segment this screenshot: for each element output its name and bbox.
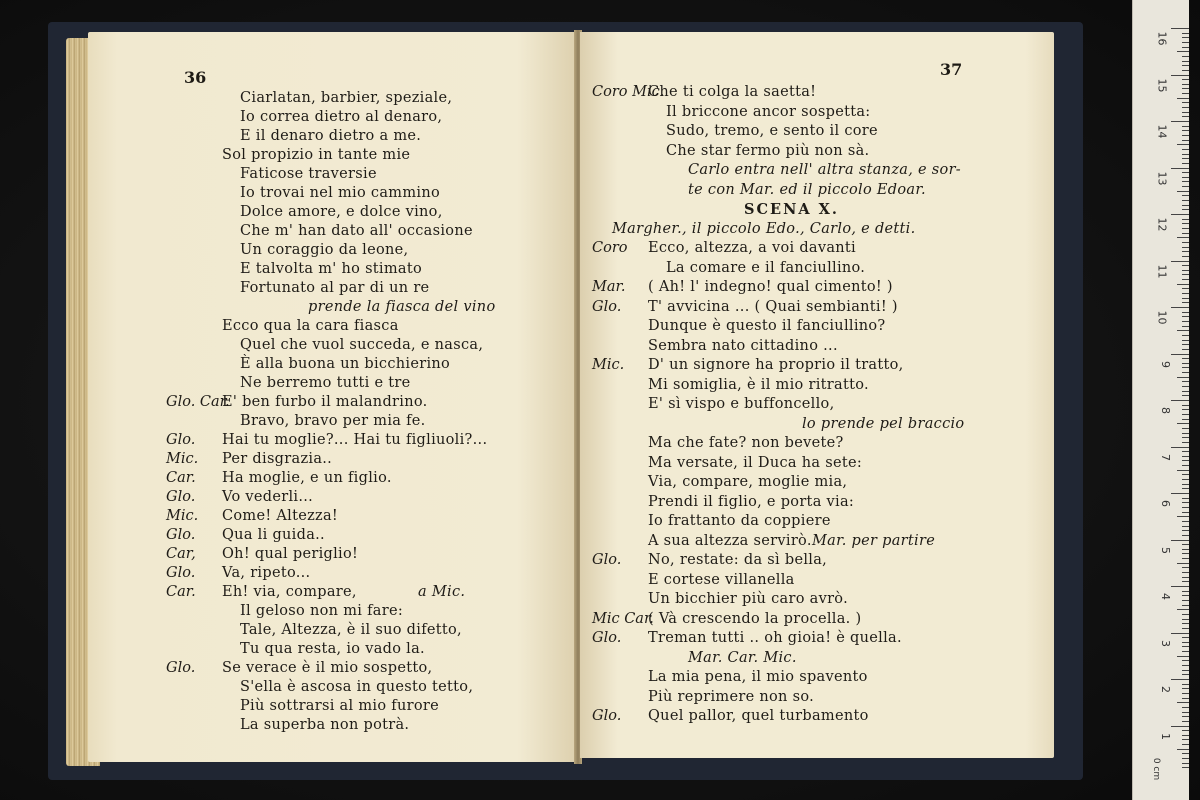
ruler-tick bbox=[1182, 363, 1189, 364]
ruler-number: 3 bbox=[1159, 639, 1172, 647]
ruler-number: 5 bbox=[1159, 546, 1172, 554]
ruler-tick bbox=[1171, 354, 1189, 355]
ruler-tick bbox=[1182, 367, 1189, 368]
verse-line: E' sì vispo e buffoncello, bbox=[648, 396, 835, 412]
ruler-tick bbox=[1182, 442, 1189, 443]
ruler-tick bbox=[1182, 646, 1189, 647]
ruler-tick bbox=[1182, 209, 1189, 210]
ruler-tick bbox=[1182, 47, 1189, 48]
speaker-label: Glo. bbox=[166, 565, 196, 581]
verse-line: E il denaro dietro a me. bbox=[240, 128, 422, 144]
ruler-tick bbox=[1171, 447, 1189, 448]
ruler-tick bbox=[1182, 154, 1189, 155]
ruler-tick bbox=[1177, 563, 1189, 564]
left-page bbox=[88, 32, 576, 762]
ruler-tick bbox=[1182, 372, 1189, 373]
ruler-tick bbox=[1177, 423, 1189, 424]
ruler-tick bbox=[1182, 228, 1189, 229]
ruler-tick bbox=[1182, 721, 1189, 722]
verse-line: Treman tutti .. oh gioia! è quella. bbox=[648, 630, 902, 646]
ruler-tick bbox=[1182, 512, 1189, 513]
stage-direction: lo prende pel braccio bbox=[802, 415, 965, 432]
speaker-label: Mar. bbox=[592, 279, 626, 295]
ruler-tick bbox=[1182, 456, 1189, 457]
speaker-label: Coro Mic. bbox=[592, 84, 665, 100]
verse-line: Sol propizio in tante mie bbox=[222, 147, 411, 163]
ruler-tick bbox=[1182, 600, 1189, 601]
ruler-tick bbox=[1182, 707, 1189, 708]
ruler-tick bbox=[1171, 679, 1189, 680]
speaker-label: Glo. bbox=[166, 489, 196, 505]
stage-direction: prende la fiasca del vino bbox=[308, 299, 496, 315]
ruler-unit-label: 0 cm bbox=[1150, 757, 1161, 781]
ruler-tick bbox=[1182, 758, 1189, 759]
verse-line: Ne berremo tutti e tre bbox=[240, 375, 411, 391]
ruler-tick bbox=[1171, 214, 1189, 215]
stage-aside: a Mic. bbox=[418, 584, 466, 600]
ruler-tick bbox=[1182, 247, 1189, 248]
verse-line: Ma che fate? non bevete? bbox=[648, 435, 844, 451]
ruler-number: 6 bbox=[1159, 500, 1172, 507]
verse-line: E talvolta m' ho stimato bbox=[240, 261, 423, 277]
ruler-tick bbox=[1182, 102, 1189, 103]
ruler-tick bbox=[1182, 321, 1189, 322]
verse-line: T' avvicina ... ( Quai sembianti! ) bbox=[648, 298, 898, 315]
ruler-tick bbox=[1182, 451, 1189, 452]
verse-line: Eh! via, compare, bbox=[222, 584, 357, 600]
ruler-tick bbox=[1182, 674, 1189, 675]
right-page bbox=[580, 32, 1054, 758]
speaker-label: Glo. Car. bbox=[166, 394, 230, 410]
verse-line: ( Ah! l' indegno! qual cimento! ) bbox=[648, 279, 893, 295]
ruler-tick bbox=[1182, 521, 1189, 522]
ruler-tick bbox=[1182, 767, 1189, 768]
verse-line: Il briccone ancor sospetta: bbox=[666, 103, 871, 120]
speaker-label: Mic. bbox=[166, 451, 199, 467]
ruler-tick bbox=[1182, 433, 1189, 434]
speaker-label: Mic Car. bbox=[592, 610, 654, 627]
ruler-tick bbox=[1182, 251, 1189, 252]
ruler-tick bbox=[1177, 98, 1189, 99]
verse-line: Qua li guida.. bbox=[222, 527, 325, 543]
verse-line: Che ti colga la saetta! bbox=[648, 84, 817, 100]
verse-line: Che m' han dato all' occasione bbox=[240, 223, 473, 239]
ruler-tick bbox=[1182, 344, 1189, 345]
speaker-label: Glo. bbox=[592, 630, 622, 646]
ruler-tick bbox=[1182, 414, 1189, 415]
ruler-tick bbox=[1182, 293, 1189, 294]
ruler-tick bbox=[1171, 168, 1189, 169]
page-number-right: 37 bbox=[940, 60, 963, 79]
ruler-tick bbox=[1171, 75, 1189, 76]
measuring-ruler bbox=[1132, 0, 1189, 800]
verse-line: E' ben furbo il malandrino. bbox=[222, 394, 428, 410]
verse-line: Ha moglie, e un figlio. bbox=[222, 470, 392, 486]
ruler-tick bbox=[1182, 581, 1189, 582]
ruler-tick bbox=[1182, 642, 1189, 643]
ruler-tick bbox=[1177, 330, 1189, 331]
ruler-tick bbox=[1182, 428, 1189, 429]
verse-line: Bravo, bravo per mia fe. bbox=[240, 413, 426, 429]
verse-line: Quel pallor, quel turbamento bbox=[648, 708, 869, 724]
ruler-tick bbox=[1171, 633, 1189, 634]
verse-line: Oh! qual periglio! bbox=[222, 546, 359, 562]
ruler-tick bbox=[1182, 572, 1189, 573]
ruler-tick bbox=[1182, 302, 1189, 303]
verse-line: Che star fermo più non sà. bbox=[666, 142, 870, 159]
ruler-tick bbox=[1182, 577, 1189, 578]
ruler-number: 2 bbox=[1159, 686, 1172, 693]
ruler-tick bbox=[1182, 326, 1189, 327]
ruler-tick bbox=[1182, 79, 1189, 80]
speaker-label: Glo. bbox=[592, 552, 622, 568]
verse-line: Prendi il figlio, e porta via: bbox=[648, 493, 855, 510]
ruler-tick bbox=[1182, 335, 1189, 336]
ruler-tick bbox=[1171, 493, 1189, 494]
verse-line: Un bicchier più caro avrò. bbox=[648, 591, 848, 607]
stage-aside: Mar. per partire bbox=[812, 532, 936, 549]
speaker-label: Glo. bbox=[166, 432, 196, 448]
speaker-label: Car. bbox=[166, 584, 196, 600]
ruler-tick bbox=[1171, 400, 1189, 401]
ruler-tick bbox=[1182, 763, 1189, 764]
ruler-tick bbox=[1182, 135, 1189, 136]
speaker-label: Mic. bbox=[592, 357, 625, 373]
ruler-tick bbox=[1182, 70, 1189, 71]
scene-heading: SCENA X. bbox=[744, 201, 839, 218]
ruler-tick bbox=[1182, 744, 1189, 745]
ruler-tick bbox=[1182, 474, 1189, 475]
ruler-tick bbox=[1177, 144, 1189, 145]
ruler-tick bbox=[1182, 274, 1189, 275]
ruler-tick bbox=[1177, 702, 1189, 703]
ruler-tick bbox=[1171, 307, 1189, 308]
ruler-tick bbox=[1177, 609, 1189, 610]
verse-line: Hai tu moglie?... Hai tu figliuoli?... bbox=[222, 432, 488, 448]
ruler-number: 11 bbox=[1155, 264, 1169, 278]
ruler-number: 10 bbox=[1155, 310, 1169, 325]
ruler-tick bbox=[1182, 93, 1189, 94]
ruler-tick bbox=[1182, 61, 1189, 62]
ruler-tick bbox=[1182, 172, 1189, 173]
speaker-label: Car, bbox=[166, 546, 196, 562]
ruler-tick bbox=[1182, 270, 1189, 271]
ruler-tick bbox=[1171, 726, 1189, 727]
verse-line: Vo vederli... bbox=[222, 489, 314, 505]
ruler-tick bbox=[1182, 391, 1189, 392]
ruler-tick bbox=[1182, 186, 1189, 187]
stage-direction: Mar. Car. Mic. bbox=[688, 649, 797, 666]
verse-line: Tale, Altezza, è il suo difetto, bbox=[240, 622, 462, 638]
verse-line: Come! Altezza! bbox=[222, 508, 339, 524]
speaker-label: Glo. bbox=[166, 527, 196, 543]
ruler-number: 8 bbox=[1159, 407, 1172, 414]
ruler-tick bbox=[1182, 381, 1189, 382]
ruler-tick bbox=[1177, 237, 1189, 238]
verse-line: Sembra nato cittadino ... bbox=[648, 337, 838, 354]
stage-direction: Carlo entra nell' altra stanza, e sor- bbox=[688, 162, 962, 178]
ruler-tick bbox=[1177, 516, 1189, 517]
verse-line: Ecco, altezza, a voi davanti bbox=[648, 240, 856, 256]
ruler-tick bbox=[1177, 51, 1189, 52]
ruler-tick bbox=[1182, 498, 1189, 499]
speaker-label: Glo. bbox=[592, 298, 622, 315]
verse-line: Faticose traversie bbox=[240, 166, 377, 182]
ruler-tick bbox=[1182, 158, 1189, 159]
verse-line: Più sottrarsi al mio furore bbox=[240, 698, 439, 714]
verse-line: Ecco qua la cara fiasca bbox=[222, 318, 399, 334]
ruler-tick bbox=[1182, 288, 1189, 289]
ruler-tick bbox=[1182, 558, 1189, 559]
ruler-tick bbox=[1182, 200, 1189, 201]
ruler-tick bbox=[1182, 712, 1189, 713]
verse-line: La mia pena, il mio spavento bbox=[648, 669, 868, 685]
ruler-tick bbox=[1182, 316, 1189, 317]
ruler-tick bbox=[1182, 279, 1189, 280]
ruler-tick bbox=[1182, 637, 1189, 638]
ruler-tick bbox=[1177, 749, 1189, 750]
ruler-tick bbox=[1177, 284, 1189, 285]
verse-line: Ma versate, il Duca ha sete: bbox=[648, 454, 863, 471]
ruler-tick bbox=[1182, 395, 1189, 396]
ruler-tick bbox=[1182, 465, 1189, 466]
ruler-tick bbox=[1182, 693, 1189, 694]
ruler-tick bbox=[1177, 191, 1189, 192]
page-number-left: 36 bbox=[184, 68, 207, 87]
ruler-tick bbox=[1182, 623, 1189, 624]
ruler-tick bbox=[1182, 595, 1189, 596]
ruler-tick bbox=[1182, 730, 1189, 731]
ruler-tick bbox=[1171, 540, 1189, 541]
verse-line: D' un signore ha proprio il tratto, bbox=[648, 357, 904, 373]
ruler-tick bbox=[1182, 149, 1189, 150]
verse-line: A sua altezza servirò. bbox=[648, 532, 812, 549]
ruler-tick bbox=[1182, 405, 1189, 406]
ruler-tick bbox=[1182, 42, 1189, 43]
speaker-label: Glo. bbox=[592, 708, 622, 724]
stage-direction: Margher., il piccolo Edo., Carlo, e detti. bbox=[612, 220, 916, 237]
ruler-tick bbox=[1182, 460, 1189, 461]
ruler-tick bbox=[1182, 684, 1189, 685]
ruler-number: 15 bbox=[1155, 78, 1169, 92]
verse-line: ( Và crescendo la procella. ) bbox=[648, 610, 862, 627]
verse-line: Io frattanto da coppiere bbox=[648, 513, 831, 529]
ruler-tick bbox=[1182, 358, 1189, 359]
ruler-tick bbox=[1182, 591, 1189, 592]
ruler-tick bbox=[1177, 656, 1189, 657]
ruler-tick bbox=[1182, 753, 1189, 754]
ruler-tick bbox=[1171, 121, 1189, 122]
verse-line: Dunque è questo il fanciullino? bbox=[648, 318, 886, 334]
ruler-tick bbox=[1182, 419, 1189, 420]
ruler-number: 16 bbox=[1155, 31, 1169, 46]
ruler-tick bbox=[1171, 28, 1189, 29]
verse-line: Va, ripeto... bbox=[222, 565, 311, 581]
ruler-tick bbox=[1182, 88, 1189, 89]
ruler-tick bbox=[1182, 544, 1189, 545]
ruler-tick bbox=[1182, 233, 1189, 234]
ruler-tick bbox=[1182, 163, 1189, 164]
verse-line: Quel che vuol succeda, e nasca, bbox=[240, 337, 484, 353]
ruler-tick bbox=[1182, 205, 1189, 206]
verse-line: Un coraggio da leone, bbox=[240, 242, 409, 258]
ruler-tick bbox=[1182, 126, 1189, 127]
verse-line: La superba non potrà. bbox=[240, 717, 410, 733]
verse-line: Il geloso non mi fare: bbox=[240, 603, 404, 619]
ruler-number: 1 bbox=[1159, 732, 1172, 740]
ruler-tick bbox=[1182, 349, 1189, 350]
ruler-tick bbox=[1182, 242, 1189, 243]
ruler-tick bbox=[1182, 265, 1189, 266]
ruler-tick bbox=[1182, 567, 1189, 568]
ruler-tick bbox=[1182, 140, 1189, 141]
ruler-tick bbox=[1177, 377, 1189, 378]
ruler-tick bbox=[1182, 84, 1189, 85]
verse-line: Ciarlatan, barbier, speziale, bbox=[240, 90, 453, 106]
ruler-tick bbox=[1182, 195, 1189, 196]
verse-line: E cortese villanella bbox=[648, 571, 795, 588]
ruler-tick bbox=[1182, 488, 1189, 489]
ruler-tick bbox=[1182, 484, 1189, 485]
ruler-tick bbox=[1182, 409, 1189, 410]
ruler-tick bbox=[1182, 298, 1189, 299]
ruler-tick bbox=[1182, 386, 1189, 387]
ruler-tick bbox=[1182, 688, 1189, 689]
ruler-tick bbox=[1182, 116, 1189, 117]
speaker-label: Coro bbox=[592, 240, 628, 256]
ruler-number: 12 bbox=[1155, 217, 1169, 232]
ruler-tick bbox=[1182, 177, 1189, 178]
ruler-tick bbox=[1182, 502, 1189, 503]
ruler-tick bbox=[1182, 665, 1189, 666]
speaker-label: Car. bbox=[166, 470, 196, 486]
ruler-tick bbox=[1182, 437, 1189, 438]
ruler-tick bbox=[1177, 470, 1189, 471]
ruler-tick bbox=[1182, 340, 1189, 341]
ruler-tick bbox=[1182, 256, 1189, 257]
verse-line: Io correa dietro al denaro, bbox=[240, 109, 443, 125]
ruler-tick bbox=[1182, 553, 1189, 554]
ruler-tick bbox=[1182, 739, 1189, 740]
ruler-tick bbox=[1182, 223, 1189, 224]
ruler-tick bbox=[1182, 619, 1189, 620]
ruler-tick bbox=[1182, 130, 1189, 131]
speaker-label: Mic. bbox=[166, 508, 199, 524]
verse-line: Per disgrazia.. bbox=[222, 451, 333, 467]
speaker-label: Glo. bbox=[166, 660, 196, 676]
ruler-tick bbox=[1182, 312, 1189, 313]
ruler-tick bbox=[1182, 65, 1189, 66]
ruler-tick bbox=[1182, 526, 1189, 527]
verse-line: Più reprimere non so. bbox=[648, 688, 814, 705]
ruler-tick bbox=[1182, 33, 1189, 34]
ruler-tick bbox=[1182, 535, 1189, 536]
ruler-tick bbox=[1182, 660, 1189, 661]
ruler-tick bbox=[1182, 181, 1189, 182]
ruler-tick bbox=[1182, 507, 1189, 508]
ruler-number: 14 bbox=[1155, 124, 1169, 139]
ruler-tick bbox=[1182, 107, 1189, 108]
stage-direction: te con Mar. ed il piccolo Edoar. bbox=[688, 181, 926, 198]
ruler-tick bbox=[1182, 549, 1189, 550]
verse-line: Dolce amore, e dolce vino, bbox=[240, 204, 443, 220]
ruler-number: 13 bbox=[1155, 171, 1169, 185]
ruler-tick bbox=[1182, 698, 1189, 699]
ruler-tick bbox=[1182, 651, 1189, 652]
ruler-tick bbox=[1182, 605, 1189, 606]
ruler-tick bbox=[1182, 37, 1189, 38]
ruler-tick bbox=[1182, 479, 1189, 480]
verse-line: È alla buona un bicchierino bbox=[240, 356, 451, 372]
ruler-tick bbox=[1182, 670, 1189, 671]
ruler-tick bbox=[1182, 614, 1189, 615]
verse-line: Mi somiglia, è il mio ritratto. bbox=[648, 376, 869, 393]
verse-line: Via, compare, moglie mia, bbox=[648, 474, 848, 490]
verse-line: La comare e il fanciullino. bbox=[666, 259, 866, 276]
ruler-tick bbox=[1182, 112, 1189, 113]
verse-line: Io trovai nel mio cammino bbox=[240, 185, 440, 201]
ruler-tick bbox=[1182, 735, 1189, 736]
verse-line: Sudo, tremo, e sento il core bbox=[666, 123, 878, 139]
verse-line: Tu qua resta, io vado la. bbox=[240, 641, 425, 657]
ruler-tick bbox=[1182, 530, 1189, 531]
ruler-tick bbox=[1182, 219, 1189, 220]
ruler-tick bbox=[1171, 261, 1189, 262]
verse-line: Se verace è il mio sospetto, bbox=[222, 660, 433, 676]
ruler-tick bbox=[1171, 586, 1189, 587]
ruler-tick bbox=[1182, 56, 1189, 57]
verse-line: No, restate: da sì bella, bbox=[648, 552, 828, 568]
ruler-tick bbox=[1182, 628, 1189, 629]
verse-line: Fortunato al par di un re bbox=[240, 280, 430, 296]
verse-line: S'ella è ascosa in questo tetto, bbox=[240, 679, 474, 695]
ruler-number: 4 bbox=[1159, 593, 1172, 600]
ruler-number: 7 bbox=[1159, 453, 1172, 461]
ruler-number: 9 bbox=[1159, 360, 1172, 368]
ruler-tick bbox=[1182, 716, 1189, 717]
